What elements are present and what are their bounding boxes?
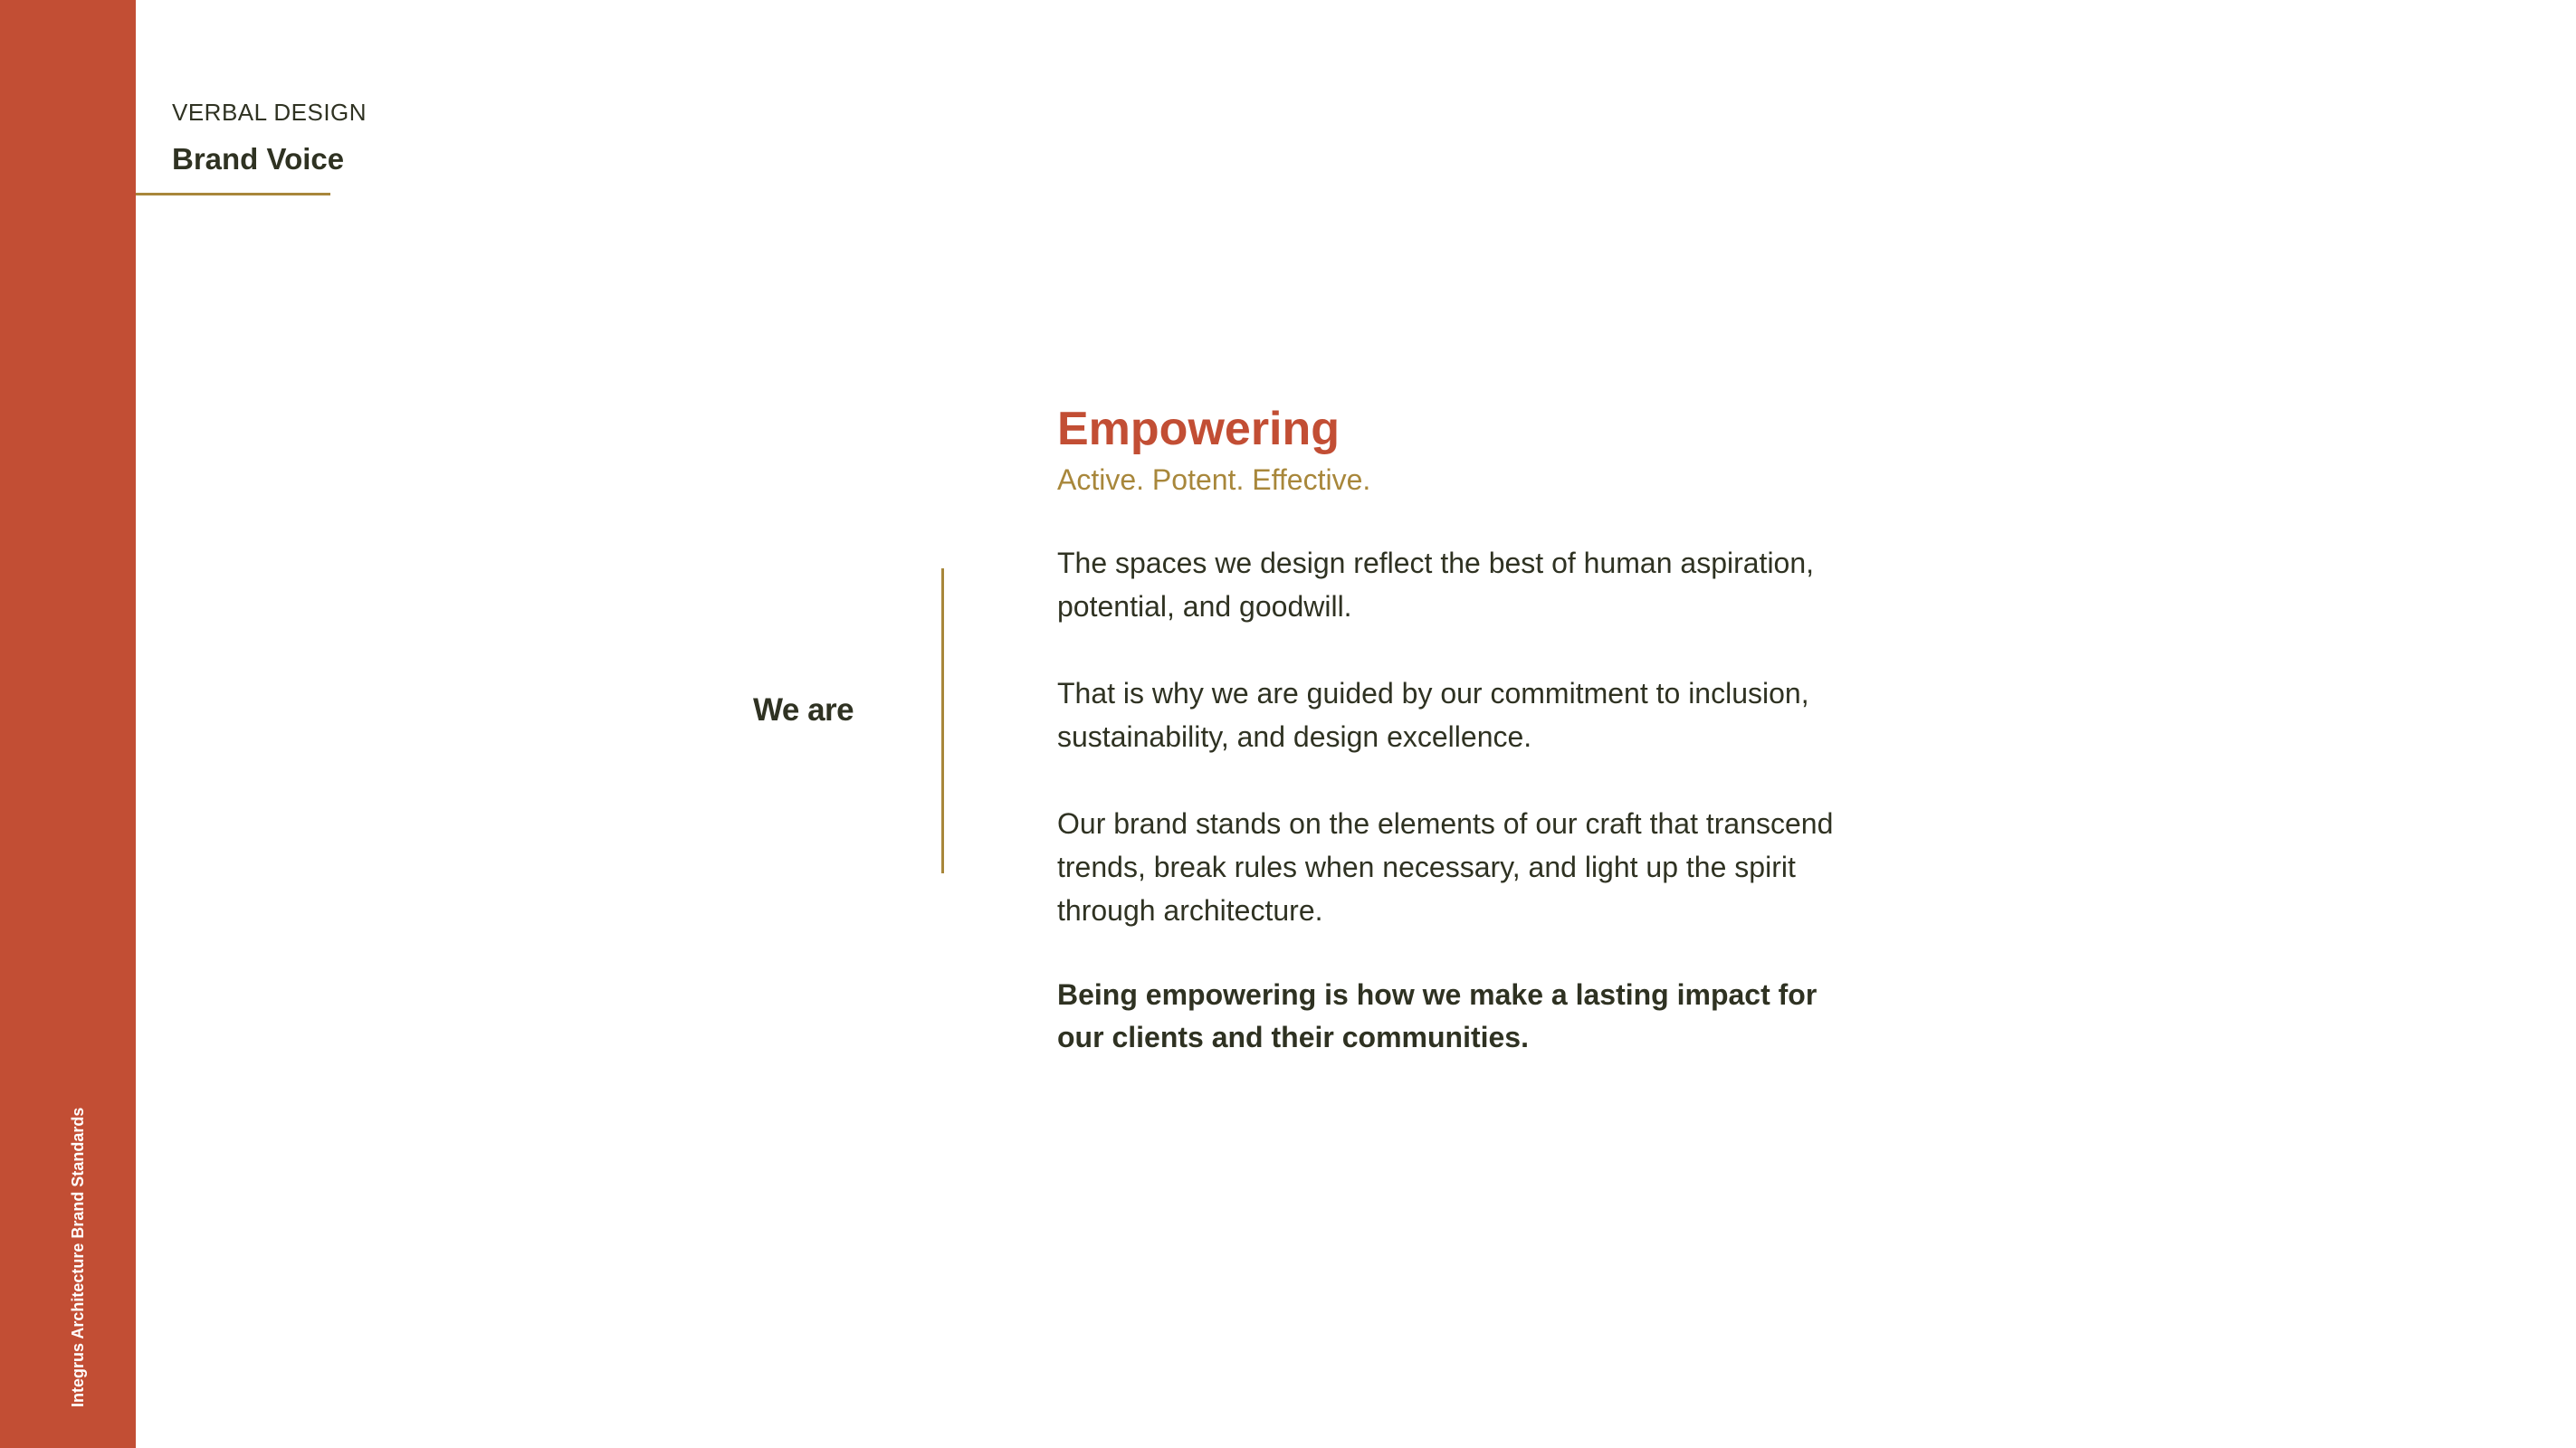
we-are-label: We are (753, 692, 854, 728)
paragraph-1: The spaces we design reflect the best of human aspiration, potential, and goodwill. (1057, 547, 1815, 623)
title-underline (136, 193, 330, 195)
section-eyebrow: VERBAL DESIGN (172, 99, 367, 126)
paragraph-2: That is why we are guided by our commitment to inclusion, sustainability, and design excellence. (1057, 677, 1809, 753)
closing-statement: Being empowering is how we make a lasting impact for our clients and their communities. (1057, 978, 1818, 1053)
section-title: Brand Voice (172, 142, 345, 176)
side-color-band (0, 0, 136, 1448)
voice-content (1057, 398, 1836, 1059)
voice-subheading: Active. Potent. Effective. (1057, 463, 1371, 496)
vertical-divider (941, 568, 944, 873)
voice-heading: Empowering (1057, 403, 1340, 455)
brand-standards-vertical-label: Integrus Architecture Brand Standards (69, 1107, 87, 1407)
paragraph-3: Our brand stands on the elements of our craft that transcend trends, break rules when necessary, and light up the spirit through architecture. (1057, 807, 1834, 927)
